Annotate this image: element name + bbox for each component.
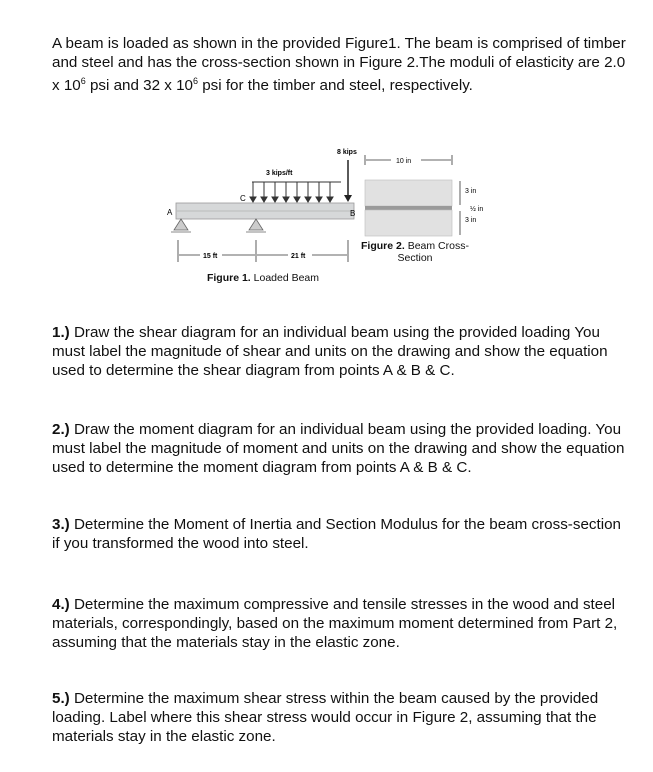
- exponent: 6: [192, 76, 198, 86]
- figure-1-caption: Figure 1. Loaded Beam: [206, 272, 320, 284]
- question-3: 3.) Determine the Moment of Inertia and Section Modulus for the beam cross-section if you transformed the wood into steel.: [52, 516, 621, 552]
- label-b: B: [350, 209, 356, 218]
- question-2: 2.) Draw the moment diagram for an individual beam using the provided loading. You must label the magnitude of moment and units on the drawing and show the equation used to determine the moment diagram from points A & B & C.: [52, 421, 625, 476]
- label-a: A: [167, 208, 173, 217]
- question-4: 4.) Determine the maximum compressive and tensile stresses in the wood and steel materials, correspondingly, based on the maximum moment determined from Part 2, assuming that the materials stay in the elastic zone.: [52, 596, 618, 651]
- point-load-label: 8 kips: [337, 149, 357, 156]
- timber-top: [365, 180, 452, 206]
- pin-support-a: [171, 219, 191, 232]
- span-2-label: 21 ft: [291, 253, 306, 260]
- width-label: 10 in: [396, 158, 412, 165]
- bottom-thickness-label: 3 in: [465, 217, 477, 224]
- question-5: 5.) Determine the maximum shear stress within the beam caused by the provided loading. Label where this shear stress would occur in Figure 2, assuming that the materials stay in the elastic zone.: [52, 690, 599, 745]
- figure-1-loaded-beam: [160, 140, 365, 290]
- figure-2-cross-section: [355, 145, 505, 245]
- dist-load-label: 3 kips/ft: [266, 170, 293, 177]
- problem-intro: A beam is loaded as shown in the provided Figure1. The beam is comprised of timber and steel and has the cross-section shown in Figure 2.The moduli of elasticity are 2.0 x $10^6$ psi and 32 x $10^6$ psi for the timber and steel, respectively.: [52, 35, 626, 95]
- top-thickness-label: 3 in: [465, 188, 477, 195]
- figure-2-caption: Figure 2. Beam Cross- Section: [361, 240, 469, 264]
- exponent: 6: [80, 76, 86, 86]
- plate-thickness-label: ½ in: [470, 206, 484, 213]
- roller-support-c: [246, 219, 266, 232]
- steel-plate: [365, 206, 452, 210]
- distributed-load-arrows: [250, 182, 333, 202]
- timber-bottom: [365, 210, 452, 236]
- label-c: C: [240, 194, 246, 203]
- span-1-label: 15 ft: [203, 253, 218, 260]
- question-1: 1.) Draw the shear diagram for an individual beam using the provided loading You must label the magnitude of shear and units on the drawing and show the equation used to determine the shear diagram from points A & B & C.: [52, 324, 608, 379]
